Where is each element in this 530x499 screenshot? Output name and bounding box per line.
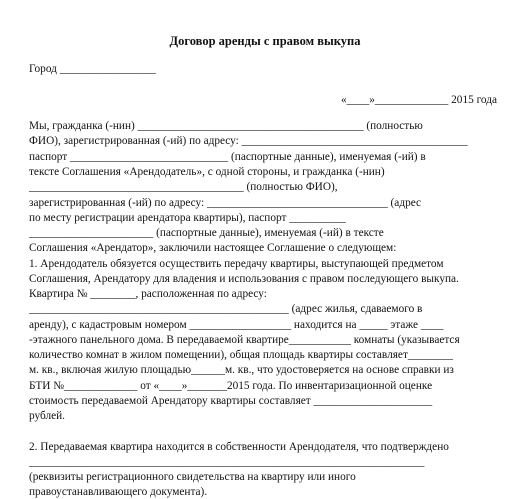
document-line: «____»_____________ 2015 года	[341, 94, 497, 106]
document-line: ______________________________________ (полностью ФИО),	[29, 181, 338, 193]
document-line: ______________________________________________ (адрес жилья, сдаваемого в	[29, 303, 423, 315]
document-line: Соглашения «Арендатор», заключили настоящее Соглашение о следующем:	[29, 242, 397, 254]
document-line: Квартира № ________, расположенная по адресу:	[29, 288, 267, 300]
document-line: по месту регистрации арендатора квартиры), паспорт __________	[29, 212, 346, 224]
document-line: стоимость передаваемой Арендатору квартиры составляет _____________________	[29, 395, 433, 407]
document-line: рублей.	[29, 410, 65, 422]
document-line: -этажного панельного дома. В передаваемой квартире___________ комнаты (указывается	[29, 334, 460, 346]
document-line: ФИО), зарегистрированная (-ий) по адресу: ________________________________________	[29, 135, 468, 147]
document-line: БТИ №_____________ от «____»_______2015 года. По инвентаризационной оценке	[29, 380, 433, 392]
document-line: паспорт ____________________________ (паспортные данные), именуемая (-ий) в	[29, 151, 426, 163]
document-line: ______________________________________________________________________	[29, 456, 425, 468]
document-line: тексте Соглашения «Арендодатель», с одной стороны, и гражданка (-нин)	[29, 166, 385, 178]
document-line: Соглашения, Арендатору для владения и использования с правом последующего выкупа.	[29, 273, 459, 285]
document-line: зарегистрированная (-ий) по адресу: ________________________________ (адрес	[29, 197, 422, 209]
document-line: м. кв., включая жилую площадью______м. кв., что удостоверяется на основе справки из	[29, 364, 454, 376]
document-line: ______________________ (паспортные данные), именуемая (-ий) в тексте	[29, 227, 384, 239]
document-line: 1. Арендодатель обязуется осуществить передачу квартиры, выступающей предметом	[29, 258, 444, 270]
document-line: количество комнат в жилом помещении), общая площадь квартиры составляет________	[29, 349, 454, 361]
document-line: Город _________________	[29, 63, 156, 75]
document-title: Договор аренды с правом выкупа	[169, 34, 361, 48]
document-line: Мы, гражданка (-нин) ________________________________________ (полностью	[29, 120, 423, 132]
document-line: 2. Передаваемая квартира находится в собственности Арендодателя, что подтверждено	[29, 441, 449, 453]
document-line: правоустанавливающего документа).	[29, 486, 208, 498]
document-line: аренду), с кадастровым номером __________________ находится на _____ этаже ____	[29, 319, 444, 331]
document-line: (реквизиты регистрационного свидетельства на квартиру или иного	[29, 471, 356, 483]
